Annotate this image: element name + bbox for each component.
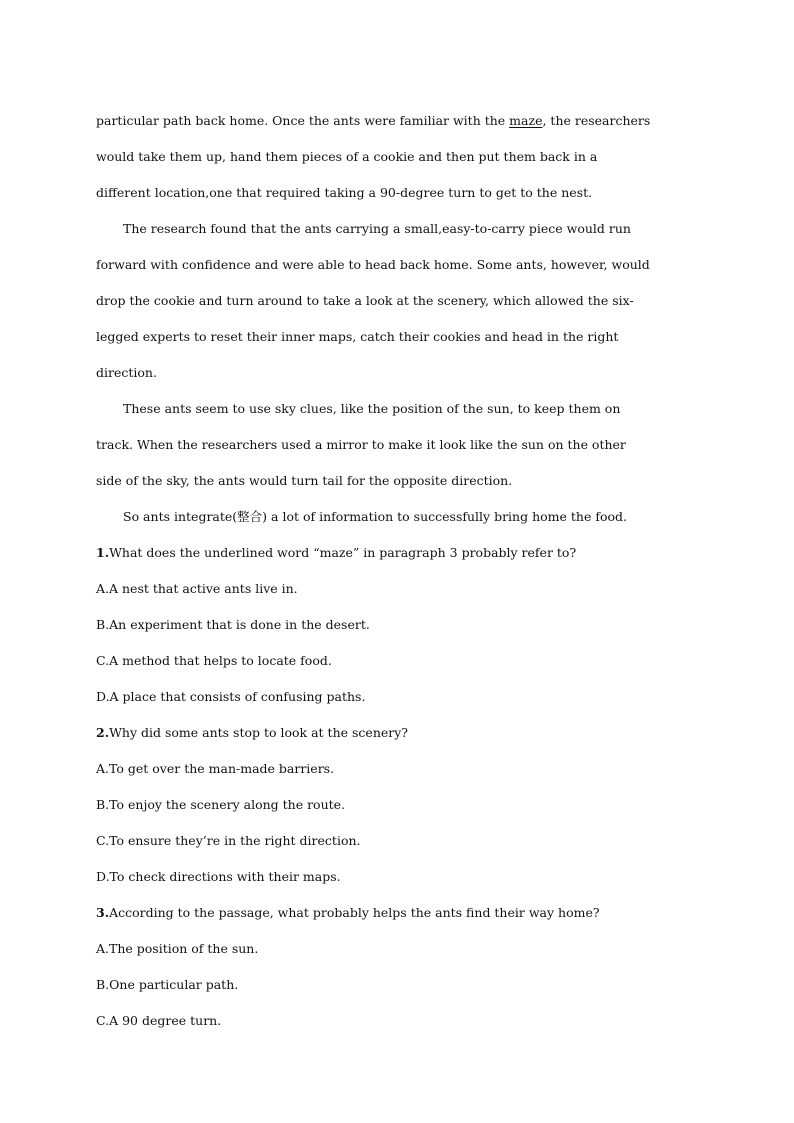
paragraph-line: would take them up, hand them pieces of a cookie and then put them back in a	[96, 149, 598, 164]
answer-option: B.To enjoy the scenery along the route.	[96, 797, 346, 812]
text-run: , the researchers	[542, 113, 651, 128]
question-2	[96, 715, 696, 895]
question-number: 2.	[96, 725, 110, 740]
paragraph-line	[96, 103, 696, 139]
paragraph-6	[96, 499, 696, 535]
paragraph-line: These ants seem to use sky clues, like the position of the sun, to keep them on	[123, 401, 621, 416]
text-run: particular path back home. Once the ants were familiar with the	[96, 113, 510, 128]
underlined-word-maze: maze	[509, 113, 543, 128]
question-stem	[96, 895, 696, 931]
question-stem	[96, 535, 696, 571]
paragraph-line: different location,one that required taking a 90-degree turn to get to the nest.	[96, 185, 593, 200]
question-number: 1.	[96, 545, 110, 560]
paragraph-5	[96, 391, 696, 499]
paragraph-line: legged experts to reset their inner maps, catch their cookies and head in the right	[96, 329, 619, 344]
answer-option: B.An experiment that is done in the desert.	[96, 617, 370, 632]
answer-option: A.A nest that active ants live in.	[96, 581, 298, 596]
paragraph-line: track. When the researchers used a mirror to make it look like the sun on the other	[96, 437, 626, 452]
question-text: According to the passage, what probably helps the ants find their way home?	[109, 905, 600, 920]
document-content	[96, 103, 696, 1039]
question-stem	[96, 715, 696, 751]
question-3	[96, 895, 696, 1039]
answer-option: A.The position of the sun.	[96, 941, 259, 956]
answer-option: C.To ensure they’re in the right direction.	[96, 833, 361, 848]
paragraph-line: forward with confidence and were able to head back home. Some ants, however, would	[96, 257, 650, 272]
paragraph-line: drop the cookie and turn around to take a look at the scenery, which allowed the six-	[96, 293, 634, 308]
paragraph-3	[96, 103, 696, 211]
answer-option: A.To get over the man-made barriers.	[96, 761, 335, 776]
answer-option: D.A place that consists of confusing paths.	[96, 689, 366, 704]
question-text: What does the underlined word “maze” in paragraph 3 probably refer to?	[109, 545, 577, 560]
answer-option: C.A method that helps to locate food.	[96, 653, 332, 668]
question-number: 3.	[96, 905, 110, 920]
paragraph-line: So ants integrate(整合) a lot of information to successfully bring home the food.	[123, 509, 627, 524]
paragraph-line: side of the sky, the ants would turn tail for the opposite direction.	[96, 473, 513, 488]
answer-option: C.A 90 degree turn.	[96, 1013, 222, 1028]
question-text: Why did some ants stop to look at the scenery?	[109, 725, 409, 740]
question-1	[96, 535, 696, 715]
paragraph-4	[96, 211, 696, 391]
answer-option: D.To check directions with their maps.	[96, 869, 341, 884]
paragraph-line: The research found that the ants carrying a small,easy-to-carry piece would run	[123, 221, 631, 236]
answer-option: B.One particular path.	[96, 977, 239, 992]
paragraph-line: direction.	[96, 365, 157, 380]
